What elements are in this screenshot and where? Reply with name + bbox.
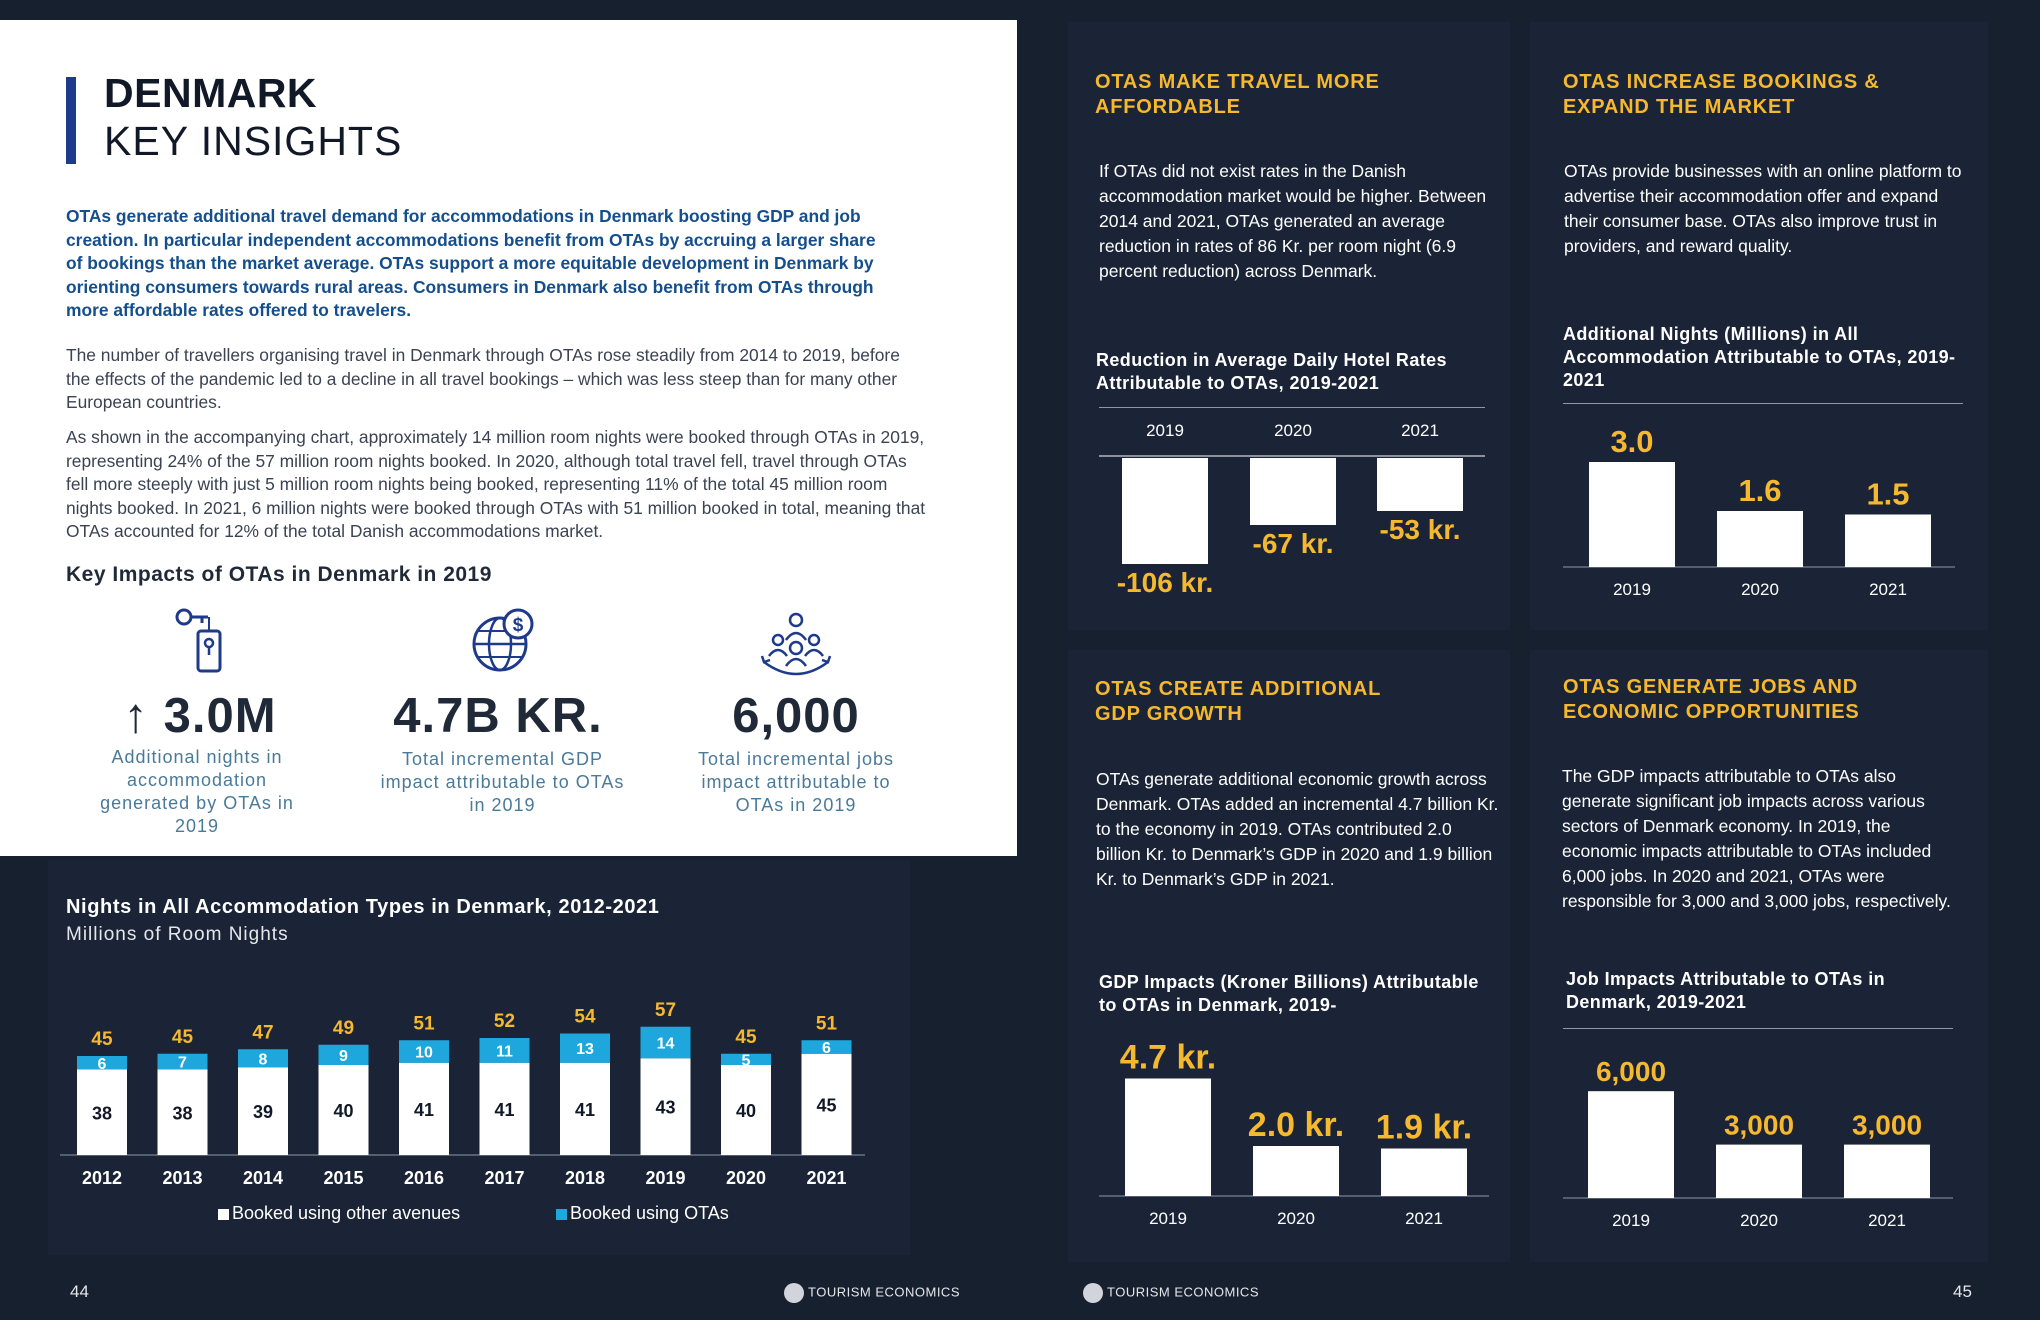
nights-label-other: 41 [574, 1099, 596, 1120]
add-nights-bar [1717, 511, 1803, 567]
section-bookings-title: OTAS INCREASE BOOKINGS & EXPAND THE MARKET [1563, 71, 1880, 118]
legend-other: Booked using other avenues [218, 1203, 460, 1224]
nights-label-otas: 6 [97, 1055, 107, 1073]
section-gdp-title: OTAS CREATE ADDITIONAL GDP GROWTH [1095, 678, 1381, 725]
section-jobs-text: The GDP impacts attributable to OTAs also generate significant job impacts across various sectors of Denmark economy. In 2019, the economic impacts attributable to OTAs included 6,000 jobs. In 2020 and 2021, OTAs were responsible for 3,000 and 3,000 jobs, respectively. [1562, 766, 1951, 911]
rates-bar [1122, 458, 1208, 564]
nights-label-other: 41 [413, 1099, 435, 1120]
nights-label-total: 51 [413, 1013, 435, 1035]
nights-label-total: 49 [332, 1017, 355, 1039]
nights-label-total: 45 [735, 1026, 757, 1048]
gdp-tick-label: 2021 [1405, 1209, 1443, 1228]
nights-chart-subtitle: Millions of Room Nights [66, 924, 289, 945]
jobs-tick-label: 2019 [1612, 1211, 1650, 1230]
nights-label-other: 45 [816, 1095, 837, 1116]
section-affordable-text: If OTAs did not exist rates in the Danish accommodation market would be higher. Between 2014 and 2021, OTAs generated an average reduction in rates of 86 Kr. per room night (6.9 percent reduction) across Denmark. [1099, 161, 1487, 281]
nights-label-total: 52 [493, 1011, 516, 1032]
jobs-chart [1563, 1036, 1963, 1240]
nights-label-total: 47 [252, 1022, 274, 1044]
people-network-icon [758, 610, 834, 676]
nights-label-otas: 6 [822, 1040, 831, 1057]
nights-label-other: 40 [735, 1101, 757, 1121]
jobs-chart-title: Job Impacts Attributable to OTAs in Denmark, 2019-2021 [1566, 969, 1886, 1012]
nights-tick-label: 2020 [725, 1168, 767, 1188]
kpi-nights-value: ↑ 3.0M [123, 689, 277, 743]
globe-logo-icon [1083, 1283, 1103, 1303]
nights-tick-label: 2021 [806, 1168, 847, 1188]
nights-chart [60, 955, 880, 1195]
rates-chart [1099, 412, 1489, 612]
nights-tick-label: 2019 [645, 1168, 686, 1188]
rates-value-label: -106 kr. [1116, 567, 1214, 598]
nights-tick-label: 2015 [323, 1168, 364, 1188]
rates-tick-label: 2021 [1401, 421, 1439, 440]
nights-chart-title: Nights in All Accommodation Types in Denmark, 2012-2021 [66, 896, 660, 918]
gdp-tick-label: 2019 [1149, 1209, 1187, 1228]
gdp-value-label: 2.0 kr. [1247, 1106, 1345, 1144]
nights-label-other: 40 [333, 1101, 354, 1121]
nights-tick-label: 2017 [484, 1168, 525, 1188]
page-number-right: 45 [1953, 1282, 1972, 1301]
jobs-tick-label: 2020 [1740, 1211, 1778, 1230]
nights-label-total: 45 [91, 1029, 113, 1050]
nights-tick-label: 2014 [242, 1168, 284, 1188]
legend-swatch-other [218, 1209, 229, 1220]
add-nights-value-label: 1.5 [1866, 476, 1910, 512]
rates-tick-label: 2020 [1274, 421, 1312, 440]
kpi-jobs-desc: Total incremental jobs impact attributable to OTAs in 2019 [697, 749, 895, 815]
brand-left: TOURISM ECONOMICS [784, 1283, 960, 1303]
kpi-jobs-value: 6,000 [732, 689, 860, 743]
nights-tick-label: 2016 [403, 1168, 445, 1188]
jobs-chart-divider [1563, 1028, 1953, 1029]
nights-tick-label: 2012 [81, 1168, 123, 1188]
nights-label-otas: 9 [339, 1047, 348, 1065]
rates-value-label: -67 kr. [1252, 528, 1334, 559]
rates-value-label: -53 kr. [1379, 514, 1461, 545]
nights-label-other: 38 [172, 1103, 193, 1124]
rates-tick-label: 2019 [1146, 421, 1184, 440]
svg-text:$: $ [512, 615, 524, 636]
nights-label-otas: 11 [496, 1043, 513, 1061]
nights-label-total: 57 [654, 999, 677, 1021]
jobs-value-label: 3,000 [1723, 1109, 1795, 1141]
jobs-bar [1844, 1145, 1930, 1198]
jobs-bar [1588, 1091, 1674, 1198]
legend-otas: Booked using OTAs [556, 1203, 729, 1224]
rates-chart-title: Reduction in Average Daily Hotel Rates Attributable to OTAs, 2019-2021 [1096, 350, 1447, 393]
page-subtitle: KEY INSIGHTS [104, 118, 403, 164]
nights-label-otas: 8 [258, 1051, 268, 1069]
nights-tick-label: 2018 [564, 1168, 606, 1188]
nights-label-other: 41 [494, 1099, 515, 1120]
hotel-key-icon [172, 605, 232, 677]
section-gdp-text: OTAs generate additional economic growth across Denmark. OTAs added an incremental 4.7 billion Kr. to the economy in 2019. OTAs contributed 2.0 billion Kr. to Denmark’s GDP in 2020 and 1.9 billion Kr. to Denmark’s GDP in 2021. [1096, 769, 1499, 889]
gdp-chart-title: GDP Impacts (Kroner Billions) Attributable to OTAs in Denmark, 2019- [1099, 972, 1479, 1015]
key-impacts-title: Key Impacts of OTAs in Denmark in 2019 [66, 563, 492, 586]
jobs-value-label: 3,000 [1851, 1109, 1923, 1141]
globe-logo-icon [784, 1283, 804, 1303]
body-paragraph-1: The number of travellers organising travel in Denmark through OTAs rose steadily from 2014 to 2019, before the effects of the pandemic led to a decline in all travel bookings – which was less steep than for many other European countries. [66, 345, 900, 412]
legend-swatch-otas [556, 1209, 567, 1220]
gdp-value-label: 1.9 kr. [1375, 1108, 1473, 1147]
page-title: DENMARK [104, 70, 318, 116]
body-paragraph-2: As shown in the accompanying chart, approximately 14 million room nights were booked through OTAs in 2019, representing 24% of the 57 million room nights booked. In 2020, although total travel fell, travel through OTAs fell more steeply with just 5 million room nights being booked, representing 11% of the total 45 million room nights booked. In 2021, 6 million nights were booked through OTAs with 51 million booked in total, meaning that OTAs accounted for 12% of the total Danish accommodations market. [66, 427, 926, 541]
nights-label-otas: 14 [656, 1035, 675, 1053]
add-nights-value-label: 3.0 [1610, 424, 1654, 459]
kpi-nights-desc: Additional nights in accommodation generated by OTAs in 2019 [100, 747, 294, 836]
kpi-gdp-desc: Total incremental GDP impact attributable to OTAs in 2019 [380, 749, 625, 815]
lead-paragraph: OTAs generate additional travel demand for accommodations in Denmark boosting GDP and job creation. In particular independent accommodations benefit from OTAs by accruing a larger share of bookings than the market average. OTAs support a more equitable development in Denmark by orienting consumers towards rural areas. Consumers in Denmark also benefit from OTAs through more affordable rates offered to travelers. [66, 206, 876, 320]
rates-chart-divider [1099, 407, 1485, 408]
rates-bar [1250, 458, 1336, 525]
nights-label-otas: 10 [415, 1044, 433, 1062]
nights-label-otas: 13 [576, 1041, 594, 1059]
arrow-up-icon: ↑ [123, 689, 149, 743]
title-accent-bar [66, 77, 76, 164]
gdp-value-label: 4.7 kr. [1119, 1038, 1217, 1077]
section-jobs-title: OTAS GENERATE JOBS AND ECONOMIC OPPORTUNITIES [1563, 676, 1860, 723]
add-nights-chart-divider [1563, 403, 1963, 404]
nights-label-otas: 5 [741, 1052, 751, 1070]
nights-label-total: 51 [815, 1013, 838, 1035]
add-nights-bar [1589, 462, 1675, 567]
add-nights-bar [1845, 515, 1931, 568]
gdp-chart [1099, 1030, 1499, 1240]
nights-label-other: 39 [252, 1102, 274, 1123]
add-nights-tick-label: 2021 [1869, 580, 1907, 599]
add-nights-chart [1563, 410, 1963, 610]
nights-label-total: 54 [574, 1006, 596, 1028]
gdp-bar [1125, 1079, 1211, 1197]
add-nights-tick-label: 2020 [1741, 580, 1779, 599]
gdp-bar [1253, 1146, 1339, 1196]
nights-label-otas: 7 [178, 1054, 187, 1072]
globe-dollar-icon [470, 608, 536, 674]
gdp-bar [1381, 1149, 1467, 1197]
gdp-tick-label: 2020 [1277, 1209, 1315, 1228]
add-nights-chart-title: Additional Nights (Millions) in All Accommodation Attributable to OTAs, 2019-2021 [1563, 324, 1956, 390]
jobs-value-label: 6,000 [1595, 1056, 1667, 1088]
add-nights-value-label: 1.6 [1738, 473, 1782, 508]
brand-right: TOURISM ECONOMICS [1083, 1283, 1259, 1303]
nights-label-other: 38 [91, 1103, 113, 1124]
nights-label-total: 45 [171, 1026, 194, 1048]
kpi-gdp-value: 4.7B KR. [393, 689, 603, 743]
rates-bar [1377, 458, 1463, 511]
nights-tick-label: 2013 [162, 1168, 203, 1188]
section-affordable-title: OTAS MAKE TRAVEL MORE AFFORDABLE [1095, 71, 1380, 118]
page-number-left: 44 [70, 1282, 89, 1301]
add-nights-tick-label: 2019 [1613, 580, 1651, 599]
jobs-bar [1716, 1145, 1802, 1198]
section-bookings-text: OTAs provide businesses with an online platform to advertise their accommodation offer and expand their consumer base. OTAs also improve trust in providers, and reward quality. [1564, 161, 1962, 256]
nights-label-other: 43 [655, 1097, 676, 1118]
jobs-tick-label: 2021 [1868, 1211, 1906, 1230]
